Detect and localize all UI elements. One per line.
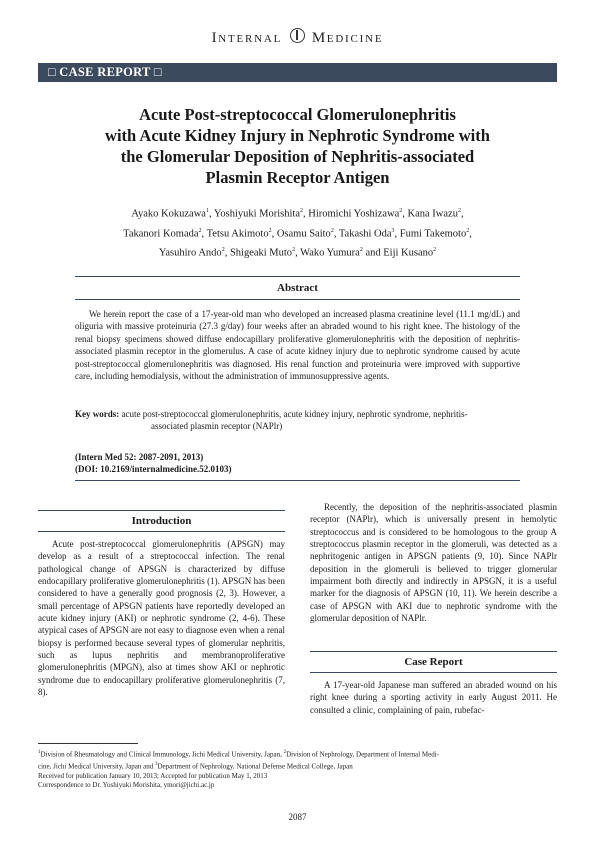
keywords-text: acute post-streptococcal glomerulonephritis, acute kidney injury, nephrotic syndrome, nephritis- [121, 409, 468, 419]
author-name: Yoshiyuki Morishita [213, 208, 301, 220]
napl-paragraph: Recently, the deposition of the nephritis-associated plasmin receptor (NAPlr), which is universally present in hemolytic streptococcus and is considered to be homologous to the group A streptococcus plasmin receptor in the glomeruli, was detected as a nephritogenic antigen in APSGN patients (9, 10). Since NAPlr deposition in the glomeruli is believed to trigger glomerular impairment both directly and indirectly in APSGN, it is a useful marker for the diagnosis of APSGN (10, 11). We herein describe a case of APSGN with AKI due to nephrotic syndrome with the glomerular deposition of NAPlr. [310, 502, 557, 624]
author-affiliation-mark: 2 [330, 227, 334, 234]
citation [75, 451, 232, 476]
author-name: Takashi Oda [338, 228, 392, 239]
author-affiliation-mark: 2 [300, 208, 304, 214]
keywords-label: Key words: [75, 409, 120, 419]
footnotes [38, 748, 557, 791]
author-affiliation-mark: 2 [198, 227, 202, 234]
title-line: Acute Post-streptococcal Glomerulonephritis [139, 105, 456, 124]
author-affiliation-mark: 2 [457, 208, 461, 214]
author-affiliation-mark: 2 [399, 208, 403, 214]
author-line: Takanori Komada$^2$, Tetsu Akimoto$^2$, Osamu Saito$^2$, Takashi Oda$^3$, Fumi Takemoto$^2$, [123, 227, 472, 239]
author-affiliation-mark: 2 [359, 247, 363, 253]
author-name: Kana Iwazu [407, 208, 458, 220]
journal-title-initial: I [211, 30, 219, 46]
case-report-heading: Case Report [310, 651, 557, 673]
author-name: Osamu Saito [276, 228, 331, 239]
journal-title-word: NTERNAL [218, 33, 283, 45]
author-name: Hiromichi Yoshizawa [308, 208, 400, 220]
author-name: Ayako Kokuzawa [131, 208, 206, 220]
author-line: Ayako Kokuzawa$^1$, Yoshiyuki Morishita$^2$, Hiromichi Yoshizawa$^2$, Kana Iwazu$^2$, [131, 208, 464, 220]
author-name: Shigeaki Muto [229, 247, 293, 259]
author-affiliation-mark: 2 [268, 227, 272, 234]
affiliation-line: $^1$Division of Rheumatology and Clinical Immunology, Jichi Medical University, Japan, $^2$Division of Nephrology, Department of Internal Medi- [38, 750, 440, 759]
correspondence: Correspondence to Dr. Yoshiyuki Morishita, ymori@jichi.ac.jp [38, 781, 215, 790]
author-name: Yasuhiro Ando [158, 247, 222, 259]
citation-doi[interactable]: (DOI: 10.2169/internalmedicine.52.0103) [75, 464, 232, 475]
article-type-label: □ CASE REPORT □ [48, 65, 162, 79]
journal-title-word: EDICINE [326, 33, 384, 45]
author-list [60, 203, 535, 262]
author-name: Tetsu Akimoto [206, 228, 269, 239]
article-title [60, 104, 535, 188]
author-affiliation-mark: 2 [292, 247, 296, 253]
introduction-paragraph: Acute post-streptococcal glomerulonephritis (APSGN) may develop as a result of a streptococcal infection. The renal pathological change of APSGN is characterized by diffuse endocapillary proliferative glomerulonephritis (1). APSGN has been considered to have a generally good prognosis (2, 3). However, a small percentage of APSGN patients have reportedly developed an acute kidney injury (AKI) or nephrotic syndrome (2, 4-6). These atypical cases of APSGN are not easy to diagnose even when a renal biopsy is performed because several types of glomerular nephritis, such as lupus nephritis and membranoproliferative glomerulonephritis (MPGN), also at times show AKI or nephrotic syndrome due to endocapillary proliferative glomerulonephritis (7, 8). [38, 539, 285, 698]
author-name: Wako Yumura [300, 247, 360, 259]
right-column-text [310, 501, 557, 624]
introduction-text [38, 538, 285, 698]
received-dates: Received for publication January 10, 2013; Accepted for publication May 1, 2013 [38, 771, 268, 780]
case-report-text [310, 679, 557, 716]
author-name: Fumi Takemoto [399, 228, 467, 239]
author-line: Yasuhiro Ando$^2$, Shigeaki Muto$^2$, Wako Yumura$^2$ and Eiji Kusano$^2$ [158, 247, 437, 259]
author-affiliation-mark: 2 [221, 247, 225, 253]
abstract-top-rule [75, 276, 520, 277]
article-type-banner [38, 63, 557, 82]
title-line: the Glomerular Deposition of Nephritis-associated [120, 147, 475, 166]
author-name: Takanori Komada [123, 228, 199, 239]
footnote-rule [38, 743, 138, 744]
caduceus-emblem-icon [290, 28, 305, 43]
case-report-paragraph: A 17-year-old Japanese man suffered an abraded wound on his right knee during a sporting activity in early August 2011. He consulted a clinic, complaining of pain, rubefac- [310, 680, 557, 715]
author-affiliation-mark: 2 [466, 227, 470, 234]
keywords [75, 408, 520, 433]
abstract-heading: Abstract [277, 282, 318, 294]
abstract-heading-rule [75, 299, 520, 300]
citation-journal: (Intern Med 52: 2087-2091, 2013) [75, 452, 204, 462]
abstract-bottom-rule [75, 480, 520, 481]
page-number: 2087 [288, 812, 307, 822]
title-line: Plasmin Receptor Antigen [205, 168, 390, 187]
author-affiliation-mark: 3 [391, 227, 395, 234]
author-affiliation-mark: 2 [433, 247, 437, 253]
abstract-text: We herein report the case of a 17-year-old man who developed an increased plasma creatinine level (11.1 mg/dL) and oliguria with massive proteinuria (27.3 g/day) four weeks after an abraded wound to his right knee. The histology of the renal biopsy specimens showed diffuse endocapillary proliferative glomerulonephritis with the deposition of nephritis-associated plasmin receptor in the glomerulus. A case of acute kidney injury due to nephrotic syndrome caused by acute post-streptococcal glomerulonephritis was diagnosed. His renal function and proteinuria were improved with supportive care, including hemodialysis, without the administration of immunosuppressive agents. [75, 309, 520, 382]
keywords-text-cont: associated plasmin receptor (NAPlr) [151, 421, 283, 432]
author-name: Eiji Kusano [383, 247, 434, 259]
introduction-heading: Introduction [38, 510, 285, 532]
title-line: with Acute Kidney Injury in Nephrotic Syndrome with [105, 126, 490, 145]
journal-title-initial: M [311, 30, 327, 46]
journal-title [0, 28, 595, 47]
affiliation-line: cine, Jichi Medical University, Japan and $^3$Department of Nephrology, National Defense Medical College, Japan [38, 761, 353, 771]
author-affiliation-mark: 1 [205, 208, 209, 214]
